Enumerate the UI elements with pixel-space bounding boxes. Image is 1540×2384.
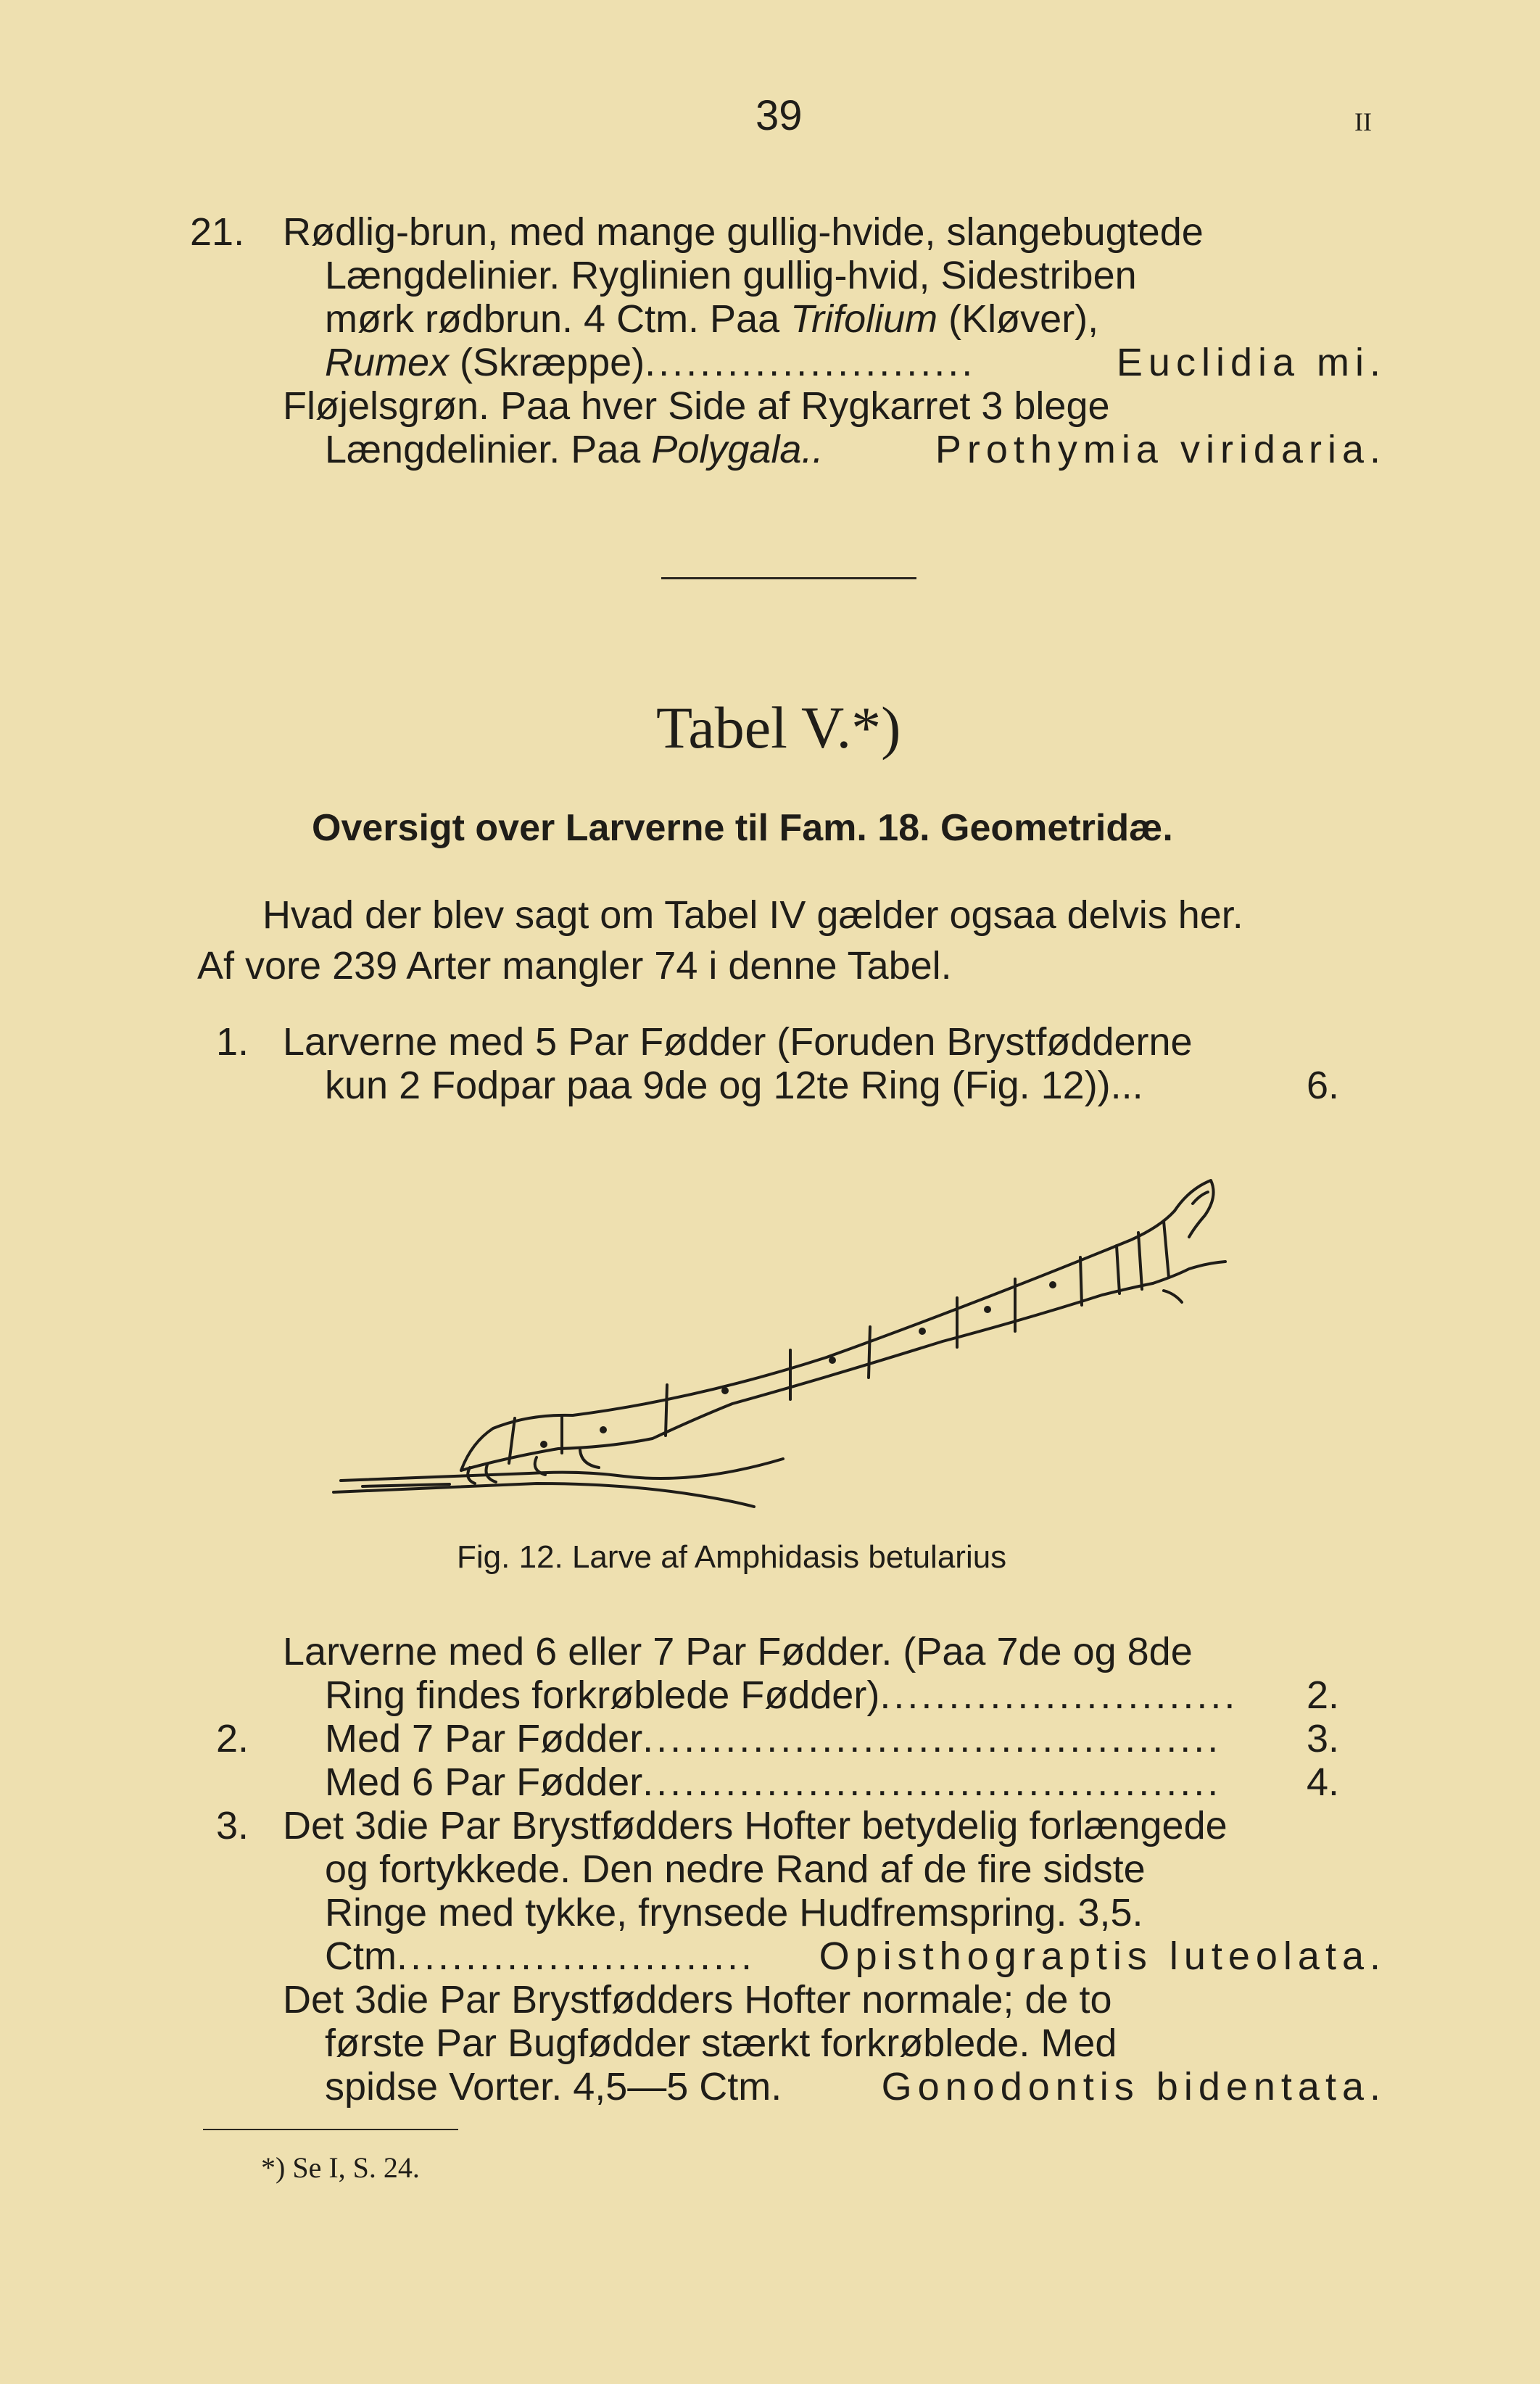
footnote-divider: [203, 2129, 458, 2130]
entry-number: 21.: [190, 210, 245, 254]
caterpillar-illustration: [319, 1160, 1276, 1537]
species-name: Opisthograptis luteolata.: [819, 1934, 1386, 1978]
entry-line: mørk rødbrun. 4 Ctm. Paa Trifolium (Kløver),: [325, 297, 1099, 341]
entry-line: Fløjelsgrøn. Paa hver Side af Rygkarret 3 blege: [283, 384, 1110, 428]
entry-line: Længdelinier. Ryglinien gullig-hvid, Sidestriben: [325, 254, 1137, 297]
intro-paragraph: Hvad der blev sagt om Tabel IV gælder ogsaa delvis her.: [262, 893, 1243, 937]
leader-dots: ..........................: [396, 1934, 755, 1978]
key-number: 3.: [216, 1804, 249, 1847]
key-reference: 6.: [1307, 1064, 1340, 1107]
key-reference: 3.: [1307, 1717, 1340, 1760]
intro-paragraph: Af vore 239 Arter mangler 74 i denne Tabel.: [197, 944, 952, 988]
leader-dots: ..........................................: [642, 1717, 1222, 1760]
key-line: Ring findes forkrøblede Fødder)..........................: [325, 1673, 1238, 1717]
plant-name: Trifolium: [790, 297, 938, 341]
key-line: Det 3die Par Brystfødders Hofter betydelig forlængede: [283, 1804, 1228, 1847]
leader-dots: ..........................................: [642, 1760, 1222, 1804]
table-subtitle: Oversigt over Larverne til Fam. 18. Geometridæ.: [312, 807, 1173, 849]
key-line: spidse Vorter. 4,5—5 Ctm.: [325, 2065, 782, 2108]
key-line: Med 7 Par Fødder..........................................: [325, 1717, 1259, 1760]
plant-name: Rumex: [325, 341, 450, 384]
key-line: Ctm..........................: [325, 1934, 759, 1978]
entry-line: Rødlig-brun, med mange gullig-hvide, slangebugtede: [283, 210, 1204, 254]
leader-dots: ..........................: [879, 1673, 1238, 1717]
key-line: og fortykkede. Den nedre Rand af de fire sidste: [325, 1847, 1146, 1891]
key-number: 1.: [216, 1020, 249, 1064]
page-number: 39: [755, 92, 803, 139]
plant-name: Polygala..: [651, 428, 824, 471]
signature-mark: II: [1354, 107, 1372, 136]
key-line: kun 2 Fodpar paa 9de og 12te Ring (Fig. 12))...: [325, 1064, 1143, 1107]
species-name: Euclidia mi.: [1116, 341, 1386, 384]
key-line: Larverne med 5 Par Fødder (Foruden Brystfødderne: [283, 1020, 1193, 1064]
key-line: første Par Bugfødder stærkt forkrøblede. Med: [325, 2021, 1117, 2065]
species-name: Gonodontis bidentata.: [881, 2065, 1386, 2108]
key-reference: 2.: [1307, 1673, 1340, 1717]
figure-caption: Fig. 12. Larve af Amphidasis betularius: [457, 1539, 1007, 1575]
key-line: Med 6 Par Fødder..........................................: [325, 1760, 1259, 1804]
table-title: Tabel V.*): [656, 695, 901, 761]
key-line: Ringe med tykke, frynsede Hudfremspring. 3,5.: [325, 1891, 1143, 1934]
key-line: Larverne med 6 eller 7 Par Fødder. (Paa 7de og 8de: [283, 1630, 1193, 1673]
leader-dots: ........................: [645, 341, 976, 384]
entry-line: Længdelinier. Paa Polygala..: [325, 428, 824, 471]
footnote: *) Se I, S. 24.: [261, 2151, 420, 2184]
species-name: Prothymia viridaria.: [935, 428, 1386, 471]
key-reference: 4.: [1307, 1760, 1340, 1804]
key-number: 2.: [216, 1717, 249, 1760]
key-line: Det 3die Par Brystfødders Hofter normale; de to: [283, 1978, 1112, 2021]
section-divider: [661, 577, 916, 579]
entry-line: Rumex (Skræppe)........................: [325, 341, 1080, 384]
